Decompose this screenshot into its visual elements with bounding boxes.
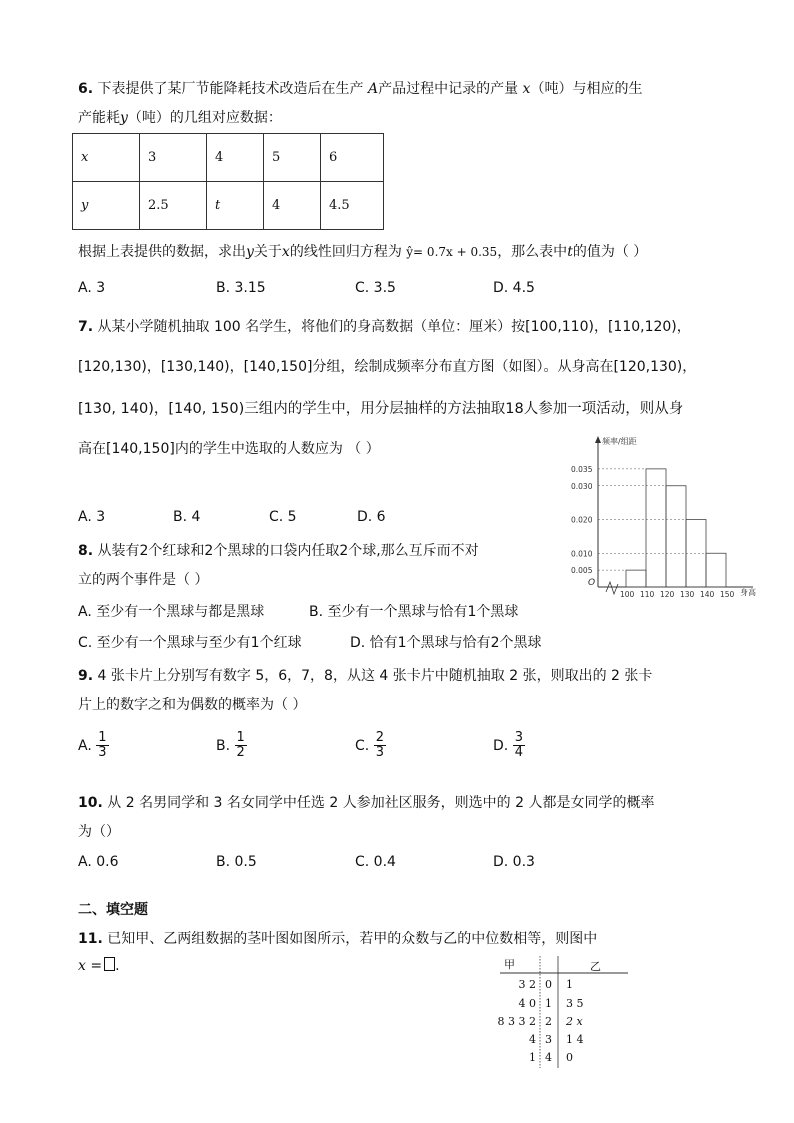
y-tick-label: 0.010	[571, 549, 593, 559]
histogram-bar	[646, 469, 666, 587]
q8-option-a: A. 至少有一个黑球与都是黑球	[78, 604, 265, 620]
fraction	[513, 731, 525, 761]
denominator: 4	[514, 745, 523, 761]
q7-text: 从某小学随机抽取 100 名学生，将他们的身高数据（单位：厘米）按[100,110)，[110,120)，	[97, 319, 691, 335]
stem: 1	[545, 997, 552, 1010]
var-a: A	[367, 81, 379, 97]
q9-line1	[78, 665, 652, 685]
table-cell: x	[73, 134, 140, 182]
x-tick-label: 110	[640, 590, 655, 599]
q8-option-c: C. 至少有一个黑球与至少有1个红球	[78, 635, 302, 651]
fraction	[96, 731, 108, 761]
y-tick-label: 0.020	[571, 515, 593, 525]
leaf-right: 1	[566, 978, 573, 991]
x-tick-label: 150	[720, 590, 735, 599]
q10-text: 从 2 名男同学和 3 名女同学中任选 2 人参加社区服务，则选中的 2 人都是女同学的概率	[107, 795, 655, 811]
x-tick-label: 130	[680, 590, 695, 599]
var-y: y	[120, 110, 128, 126]
stem-leaf-plot	[478, 952, 638, 1072]
stem: 4	[545, 1051, 552, 1064]
q6-text: 产能耗	[78, 110, 120, 126]
table-cell: 3	[140, 134, 207, 182]
question-number: 9.	[78, 668, 94, 684]
numerator: 1	[98, 730, 107, 745]
y-tick-label: 0.030	[571, 481, 593, 491]
q9-option-c	[355, 731, 386, 761]
question-number: 11.	[78, 931, 103, 947]
var-x: x	[281, 244, 290, 260]
q6-text: 的线性回归方程为	[289, 244, 402, 260]
frequency-histogram	[568, 432, 768, 602]
q8-option-d: D. 恰有1个黑球与恰有2个黑球	[350, 635, 542, 651]
option-label: D.	[493, 737, 509, 754]
q6-line2	[78, 107, 282, 127]
denominator: 3	[98, 745, 107, 761]
table-cell: 4	[264, 182, 321, 230]
x-tick-label: 100	[620, 590, 635, 599]
q6-text: 根据上表提供的数据，求出	[78, 244, 246, 260]
q6-option-c: C. 3.5	[355, 280, 396, 296]
table-cell: 2.5	[140, 182, 207, 230]
q6-line3	[78, 241, 647, 261]
histogram-bar	[666, 486, 686, 587]
stem-leaf-lines	[478, 952, 638, 1072]
table-row	[73, 134, 384, 182]
q11-line1	[78, 928, 597, 948]
stem: 0	[545, 978, 552, 991]
q7-option-d: D. 6	[357, 509, 386, 525]
q11-text: 已知甲、乙两组数据的茎叶图如图所示，若甲的众数与乙的中位数相等，则图中	[107, 931, 598, 947]
leaf-left: 4	[529, 1033, 536, 1046]
question-number: 10.	[78, 795, 103, 811]
q10-option-d: D. 0.3	[493, 854, 535, 870]
leaf-right: 2 x	[566, 1015, 583, 1028]
stem-leaf-header-left: 甲	[504, 958, 515, 971]
leaf-left: 8 3 3 2	[497, 1015, 536, 1028]
fraction	[374, 731, 386, 761]
q6-option-d: D. 4.5	[493, 280, 535, 296]
y-axis-arrow	[595, 436, 601, 443]
equation-lhs: x =	[78, 958, 103, 974]
leaf-left: 1	[529, 1051, 536, 1064]
stem-leaf-header-right: 乙	[590, 960, 601, 973]
origin-label: O	[588, 578, 596, 588]
q7-line2: [120,130)，[130,140)，[140,150]分组，绘制成频率分布直方图（如图）。从身高在[120,130)，	[78, 359, 697, 375]
x-tick-label: 140	[700, 590, 715, 599]
question-number: 7.	[78, 319, 94, 335]
q7-option-b: B. 4	[173, 509, 201, 525]
table-cell: 5	[264, 134, 321, 182]
y-tick-label: 0.005	[571, 566, 593, 576]
denominator: 3	[375, 745, 384, 761]
section-heading: 二、填空题	[78, 902, 148, 918]
question-number: 8.	[78, 543, 94, 559]
q9-option-a	[78, 731, 109, 761]
numerator: 1	[236, 730, 245, 745]
histogram-bar	[626, 570, 646, 587]
q10-line2: 为（）	[78, 824, 120, 840]
leaf-right: 1 4	[566, 1033, 584, 1046]
q8-text: 从装有2个红球和2个黑球的口袋内任取2个球,那么互斥而不对	[97, 543, 479, 559]
leaf-right: 3 5	[566, 997, 584, 1010]
q6-line1	[78, 78, 642, 98]
q9-line2: 片上的数字之和为偶数的概率为（ ）	[78, 697, 307, 713]
option-label: A.	[78, 737, 92, 754]
q7-line1	[78, 316, 691, 336]
table-cell: 4	[207, 134, 264, 182]
q8-option-b: B. 至少有一个黑球与恰有1个黑球	[309, 604, 519, 620]
var-x: x	[522, 81, 531, 97]
q7-line4: 高在[140,150]内的学生中选取的人数应为 （ ）	[78, 441, 380, 457]
histogram-bar	[706, 553, 726, 587]
leaf-left: 4 0	[518, 997, 536, 1010]
numerator: 3	[514, 730, 523, 745]
q6-text: ，那么表中	[497, 244, 568, 260]
question-number: 6.	[78, 81, 94, 97]
stem: 2	[545, 1015, 552, 1028]
table-cell: 4.5	[321, 182, 384, 230]
q7-option-a: A. 3	[78, 509, 106, 525]
data-table	[72, 133, 384, 230]
regression-equation: ŷ= 0.7x + 0.35	[406, 245, 498, 259]
table-cell: t	[207, 182, 264, 230]
y-tick-label: 0.035	[571, 464, 593, 474]
numerator: 2	[375, 730, 384, 745]
table-cell: y	[73, 182, 140, 230]
denominator: 2	[236, 745, 245, 761]
fraction	[235, 731, 247, 761]
answer-blank[interactable]	[104, 957, 115, 971]
q6-text: 的值为（ ）	[572, 244, 648, 260]
q9-option-d	[493, 731, 525, 761]
stem: 3	[545, 1033, 552, 1046]
x-axis-label: 身高	[740, 588, 756, 597]
y-axis-label: 频率/组距	[602, 437, 637, 446]
q6-option-a: A. 3	[78, 280, 106, 296]
q9-option-b	[216, 731, 247, 761]
q6-text: （吨）与相应的生	[530, 81, 643, 97]
q10-option-b: B. 0.5	[216, 854, 257, 870]
option-label: C.	[355, 737, 370, 754]
q7-line3: [130, 140)，[140, 150)三组内的学生中，用分层抽样的方法抽取18人参加一项活动，则从身	[78, 401, 684, 417]
period: .	[115, 958, 120, 974]
table-cell: 6	[321, 134, 384, 182]
leaf-left: 3 2	[518, 978, 536, 991]
var-t: t	[567, 244, 573, 260]
q6-text: （吨）的几组对应数据：	[127, 110, 282, 126]
q6-text: 产品过程中记录的产量	[378, 81, 519, 97]
option-label: B.	[216, 737, 231, 754]
q8-line2: 立的两个事件是（ ）	[78, 572, 209, 588]
table-row	[73, 182, 384, 230]
q10-option-c: C. 0.4	[355, 854, 396, 870]
q7-option-c: C. 5	[269, 509, 297, 525]
var-y: y	[246, 244, 254, 260]
leaf-right: 0	[566, 1051, 573, 1064]
axis-break-mark	[606, 582, 618, 594]
q9-text: 4 张卡片上分别写有数字 5，6，7，8，从这 4 张卡片中随机抽取 2 张，则取出的 2 张卡	[97, 668, 653, 684]
x-tick-label: 120	[660, 590, 675, 599]
q8-line1	[78, 540, 479, 560]
q6-option-b: B. 3.15	[216, 280, 266, 296]
q11-line2	[78, 957, 120, 974]
q10-line1	[78, 792, 655, 812]
q6-text: 关于	[253, 244, 282, 260]
q10-option-a: A. 0.6	[78, 854, 119, 870]
q6-text: 下表提供了某厂节能降耗技术改造后在生产	[97, 81, 364, 97]
